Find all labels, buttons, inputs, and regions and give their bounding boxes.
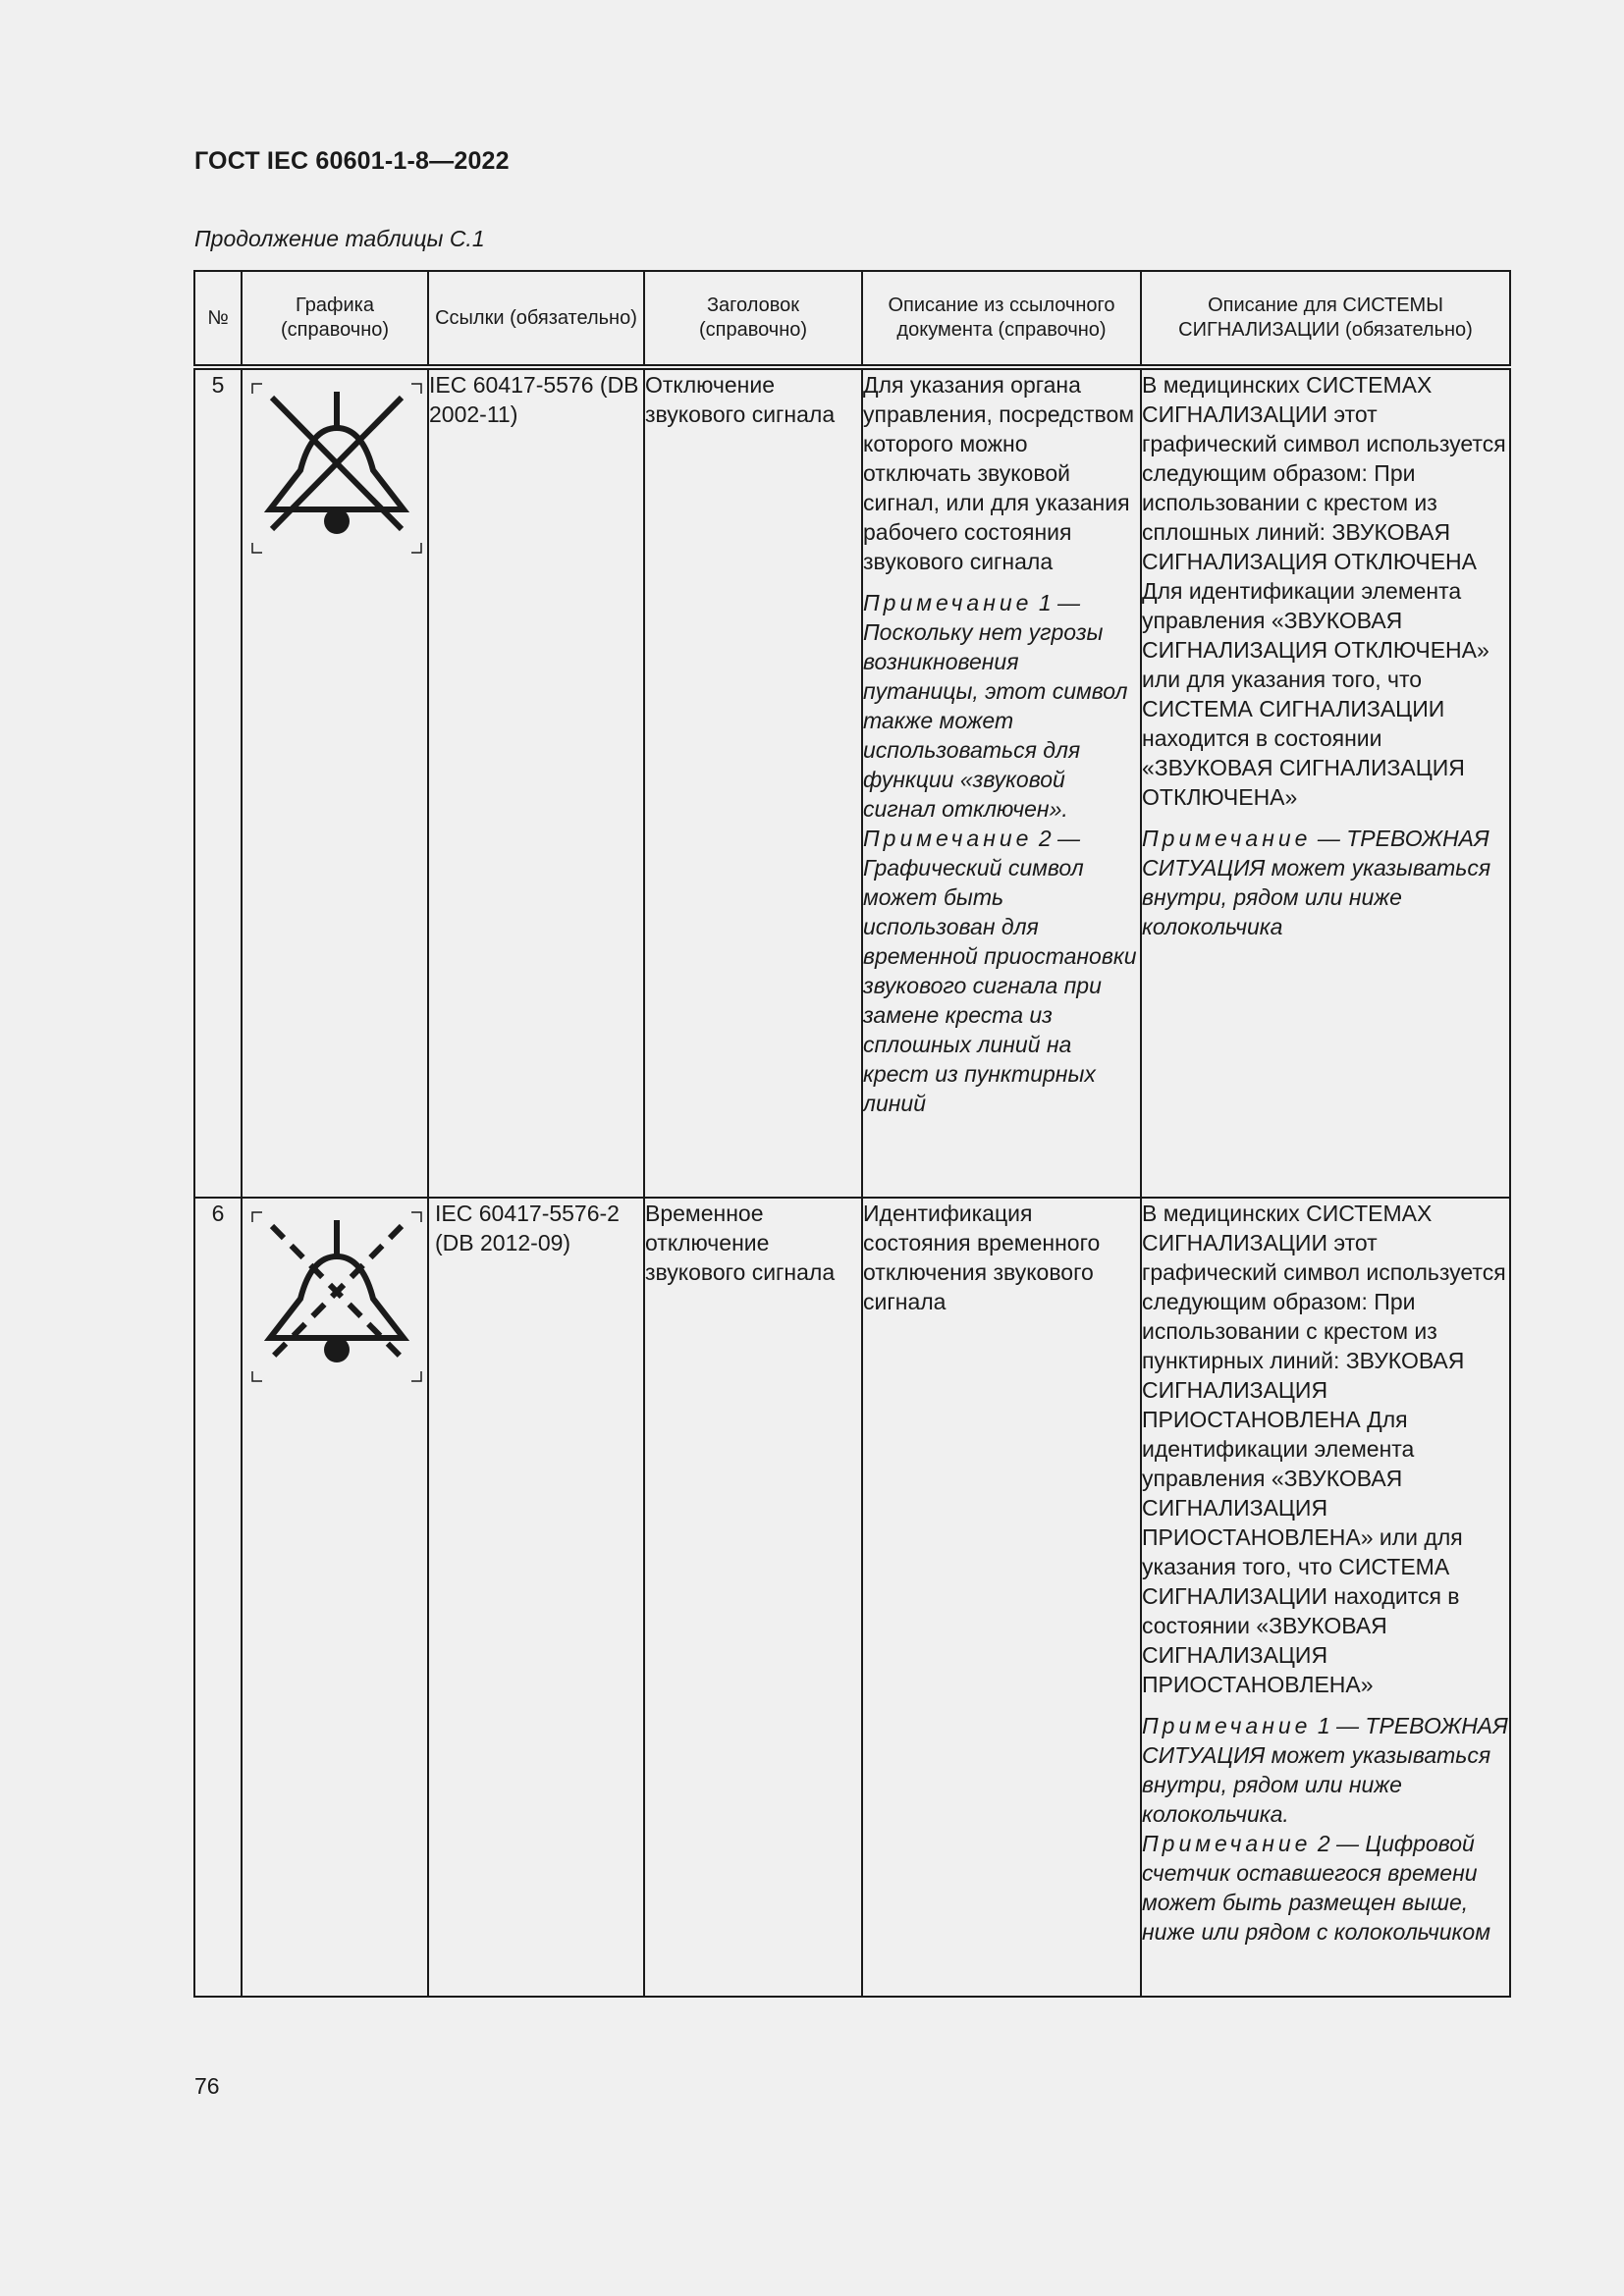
table-caption: Продолжение таблицы С.1 [194, 226, 485, 251]
system-description-cell [1141, 1198, 1510, 1997]
ref-description-text: Идентификация состояния временного отключения звукового сигнала [863, 1201, 1101, 1314]
system-description-text: В медицинских СИСТЕМАХ СИГНАЛИЗАЦИИ этот графический символ используется следующим образом: При использовании с крестом из пунктирных линий: ЗВУКОВАЯ СИГНАЛИЗАЦИЯ ПРИОСТАНОВЛЕНА Для идентификации элемента управления «ЗВУКОВАЯ СИГНАЛИЗАЦИЯ ПРИОСТАНОВЛЕНА» или для указания того, что СИСТЕМА СИГНАЛИЗАЦИИ находится в состоянии «ЗВУКОВАЯ СИГНАЛИЗАЦИЯ ПРИОСТАНОВЛЕНА» [1142, 1201, 1506, 1697]
ref-description-text: Для указания органа управления, посредством которого можно отключать звуковой сигнал, или для указания рабочего состояния звукового сигнала [863, 372, 1135, 574]
system-description-text: В медицинских СИСТЕМАХ СИГНАЛИЗАЦИИ этот графический символ используется следующим образом: При использовании с крестом из сплошных линий: ЗВУКОВАЯ СИГНАЛИЗАЦИЯ ОТКЛЮЧЕНА Для идентификации элемента управления «ЗВУКОВАЯ СИГНАЛИЗАЦИЯ ОТКЛЮЧЕНА» или для указания того, что СИСТЕМА СИГНАЛИЗАЦИИ находится в состоянии «ЗВУКОВАЯ СИГНАЛИЗАЦИЯ ОТКЛЮЧЕНА» [1142, 372, 1506, 810]
table-header-row [194, 271, 1510, 367]
page-number: 76 [194, 2073, 220, 2099]
column-header-number: № [194, 271, 242, 367]
reference-cell: IEC 60417-5576-2 (DB 2012-09) [428, 1198, 644, 1997]
system-description-cell [1141, 367, 1510, 1198]
system-note-2 [1142, 1829, 1509, 1947]
ref-description-cell [862, 1198, 1141, 1997]
note-text: 1 — Поскольку нет угрозы возникновения путаницы, этот символ также может использоваться для функции «звуковой сигнал отключен». [863, 590, 1128, 822]
note-text: 2 — Цифровой счетчик оставшегося времени может быть размещен выше, ниже или рядом с колокольчиком [1142, 1831, 1490, 1945]
title-cell: Временное отключение звукового сигнала [644, 1198, 862, 1997]
table-row [194, 1198, 1510, 1997]
ref-note-2 [863, 824, 1140, 1118]
row-number: 5 [194, 367, 242, 1198]
note-label: Примечание [863, 590, 1033, 615]
column-header-ref-description: Описание из ссылочного документа (справочно) [862, 271, 1141, 367]
note-text: 2 — Графический символ может быть использован для временной приостановки звукового сигнала при замене креста из сплошных линий на крест из пунктирных линий [863, 826, 1137, 1116]
note-label: Примечание [1142, 1713, 1312, 1738]
reference-cell: IEC 60417-5576 (DB 2002-11) [428, 367, 644, 1198]
system-note-1 [1142, 1711, 1509, 1829]
note-label: Примечание [863, 826, 1033, 851]
column-header-graphic: Графика (справочно) [242, 271, 428, 367]
system-note-1 [1142, 824, 1509, 941]
ref-description-cell [862, 367, 1141, 1198]
ref-note-1 [863, 588, 1140, 824]
symbols-table [193, 270, 1511, 1998]
column-header-title: Заголовок (справочно) [644, 271, 862, 367]
graphic-cell [242, 1198, 428, 1997]
note-text: 1 — ТРЕВОЖНАЯ СИТУАЦИЯ может указываться внутри, рядом или ниже колокольчика. [1142, 1713, 1508, 1827]
alarm-paused-bell-dashed-cross-icon [250, 1210, 423, 1383]
note-text: — ТРЕВОЖНАЯ СИТУАЦИЯ может указываться внутри, рядом или ниже колокольчика [1142, 826, 1491, 939]
note-label: Примечание [1142, 1831, 1312, 1856]
note-label: Примечание [1142, 826, 1312, 851]
column-header-system-description: Описание для СИСТЕМЫ СИГНАЛИЗАЦИИ (обязательно) [1141, 271, 1510, 367]
table-row [194, 367, 1510, 1198]
title-cell: Отключение звукового сигнала [644, 367, 862, 1198]
alarm-off-bell-solid-cross-icon [250, 382, 423, 555]
column-header-references: Ссылки (обязательно) [428, 271, 644, 367]
graphic-cell [242, 367, 428, 1198]
row-number: 6 [194, 1198, 242, 1997]
document-header: ГОСТ IEC 60601-1-8—2022 [194, 147, 510, 175]
